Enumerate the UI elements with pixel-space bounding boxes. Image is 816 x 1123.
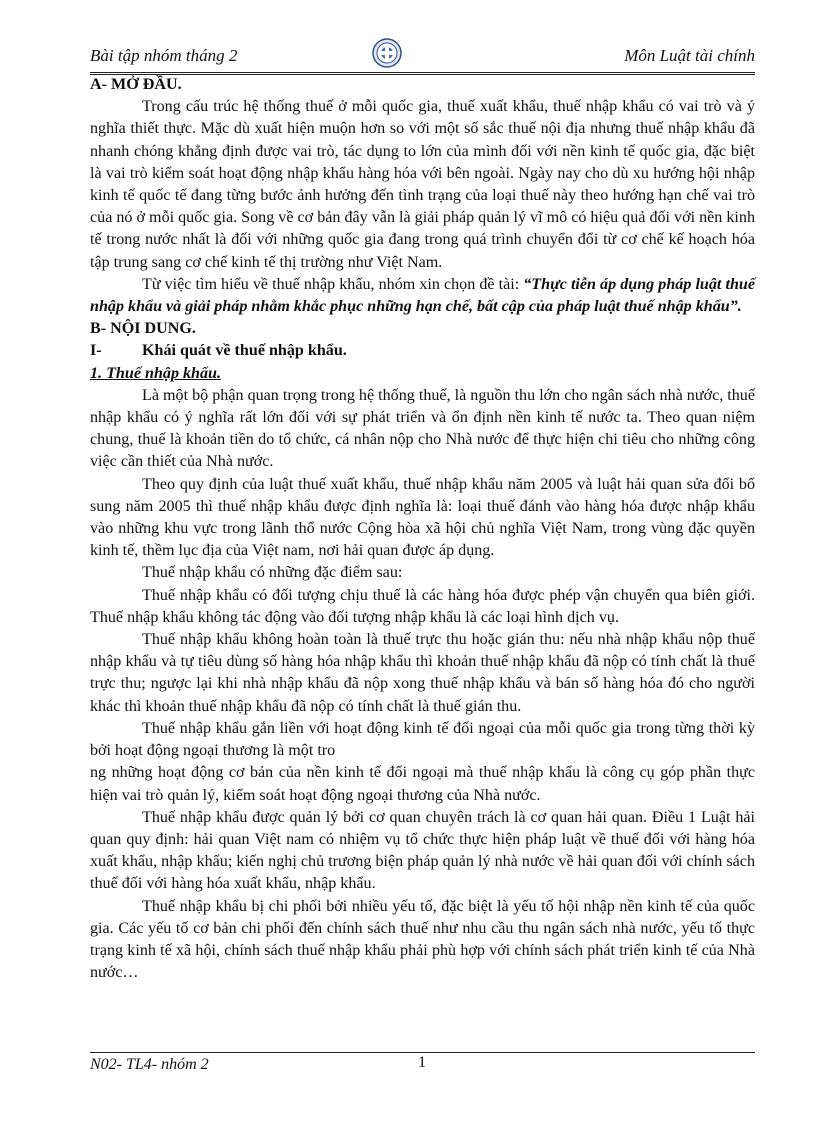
- subsection-heading: 1. Thuế nhập khẩu.: [90, 364, 222, 382]
- paragraph: Thuế nhập khẩu được quản lý bởi cơ quan chuyên trách là cơ quan hải quan. Điều 1 Luật hải quan quy định: hải quan Việt nam có nhiệm vụ tổ chức thực hiện pháp luật về thuế đối với hàng hóa xuất khẩu, nhập khẩu; kiến nghị chủ trương biện pháp quản lý nhà nước về hải quan đối với chính sách thuế đối với hàng hóa xuất khẩu, nhập khẩu.: [90, 808, 755, 893]
- paragraph: Theo quy định của luật thuế xuất khẩu, thuế nhập khẩu năm 2005 và luật hải quan sửa đổi bổ sung năm 2005 thì thuế nhập khẩu được định nghĩa là: loại thuế đánh vào hàng hóa được nhập khẩu vào những khu vực trong lãnh thổ nước Cộng hòa xã hội chủ nghĩa Việt Nam, trong vùng đặc quyền kinh tế, thềm lục địa của Việt nam, nơi hải quan được áp dụng.: [90, 475, 755, 560]
- section-number: I-: [90, 342, 102, 360]
- header-right-text: Môn Luật tài chính: [624, 46, 755, 65]
- section-heading-content: B- NỘI DUNG.: [90, 320, 196, 338]
- university-seal-icon: [372, 38, 402, 68]
- paragraph: Là một bộ phận quan trọng trong hệ thống thuế, là nguồn thu lớn cho ngân sách nhà nước, thuế nhập khẩu có ý nghĩa rất lớn đối với sự phát triển và ổn định nền kinh tế nước ta. Theo quan niệm chung, thuế là khoản tiền do tổ chức, cá nhân nộp cho Nhà nước để thực hiện chi tiêu cho những công việc cần thiết của Nhà nước.: [90, 386, 755, 471]
- paragraph: Thuế nhập khẩu có đối tượng chịu thuế là các hàng hóa được phép vận chuyển qua biên giới. Thuế nhập khẩu không tác động vào đối tượng nhập khẩu là các loại hình dịch vụ.: [90, 586, 755, 626]
- topic-lead: Từ việc tìm hiểu về thuế nhập khẩu, nhóm xin chọn đề tài:: [142, 275, 524, 293]
- footer-divider: [90, 1052, 755, 1053]
- footer-left-text: N02- TL4- nhóm 2: [90, 1056, 209, 1073]
- paragraph: Thuế nhập khẩu gắn liền với hoạt động kinh tế đối ngoại của mỗi quốc gia trong từng thời kỳ bởi hoạt động ngoại thương là một tro: [90, 719, 755, 760]
- paragraph-topic: [90, 274, 755, 318]
- topic-title: “Thực tiễn áp dụng pháp luật thuế nhập khẩu và giải pháp nhằm khắc phục những hạn chế, bất cập của pháp luật thuế nhập khẩu”.: [90, 275, 755, 316]
- page-header: [90, 46, 755, 70]
- section-title: Khái quát về thuế nhập khẩu.: [142, 342, 347, 360]
- paragraph: Thuế nhập khẩu có những đặc điểm sau:: [142, 564, 403, 582]
- paragraph-continuation: ng những hoạt động cơ bản của nền kinh tế đối ngoại mà thuế nhập khẩu là công cụ góp phần thực hiện vai trò quản lý, kiểm soát hoạt động ngoại thương của Nhà nước.: [90, 764, 755, 804]
- paragraph: Thuế nhập khẩu bị chi phối bởi nhiều yếu tố, đặc biệt là yếu tố hội nhập nền kinh tế của quốc gia. Các yếu tố cơ bản chi phối đến chính sách thuế như nhu cầu thu ngân sách nhà nước, yếu tố thực trạng kinh tế xã hội, chính sách thuế nhập khẩu phải phù hợp với chính sách phát triển kinh tế của Nhà nước…: [90, 897, 755, 982]
- paragraph: Trong cấu trúc hệ thống thuế ở mỗi quốc gia, thuế xuất khẩu, thuế nhập khẩu có vai trò và ý nghĩa thiết thực. Mặc dù xuất hiện muộn hơn so với một số sắc thuế nội địa nhưng thuế nhập khẩu đã nhanh chóng khẳng định được vai trò, tác dụng to lớn của mình đối với nền kinh tế quốc gia, đặc biệt là vai trò kiểm soát hoạt động nhập khẩu hàng hóa với bên ngoài. Ngày nay cho dù xu hướng hội nhập kinh tế quốc tế đang từng bước ảnh hưởng đến tình trạng của loại thuế này theo hướng hạn chế vai trò của nó ở mỗi quốc gia. Song về cơ bản đây vẫn là giải pháp quản lý vĩ mô có hiệu quả đối với nền kinh tế trong nước nhất là đối với những quốc gia đang trong quá trình chuyển đổi từ cơ chế kế hoạch hóa tập trung sang cơ chế kinh tế thị trường như Việt Nam.: [90, 98, 755, 271]
- document-body: [90, 74, 755, 984]
- section-heading-1: [90, 340, 755, 362]
- page-number: 1: [418, 1054, 426, 1071]
- section-heading-intro: A- MỞ ĐẦU.: [90, 76, 182, 93]
- header-left-text: Bài tập nhóm tháng 2: [90, 46, 238, 65]
- paragraph: Thuế nhập khẩu không hoàn toàn là thuế trực thu hoặc gián thu: nếu nhà nhập khẩu nộp thuế nhập khẩu và tự tiêu dùng số hàng hóa nhập khẩu thì khoản thuế nhập khẩu đã nộp có tính chất là thuế trực thu; ngược lại khi nhà nhập khẩu đã nộp xong thuế nhập khẩu và bán số hàng hóa đó cho người khác thì khoản thuế nhập khẩu đã nộp có tính chất là thuế gián thu.: [90, 631, 755, 715]
